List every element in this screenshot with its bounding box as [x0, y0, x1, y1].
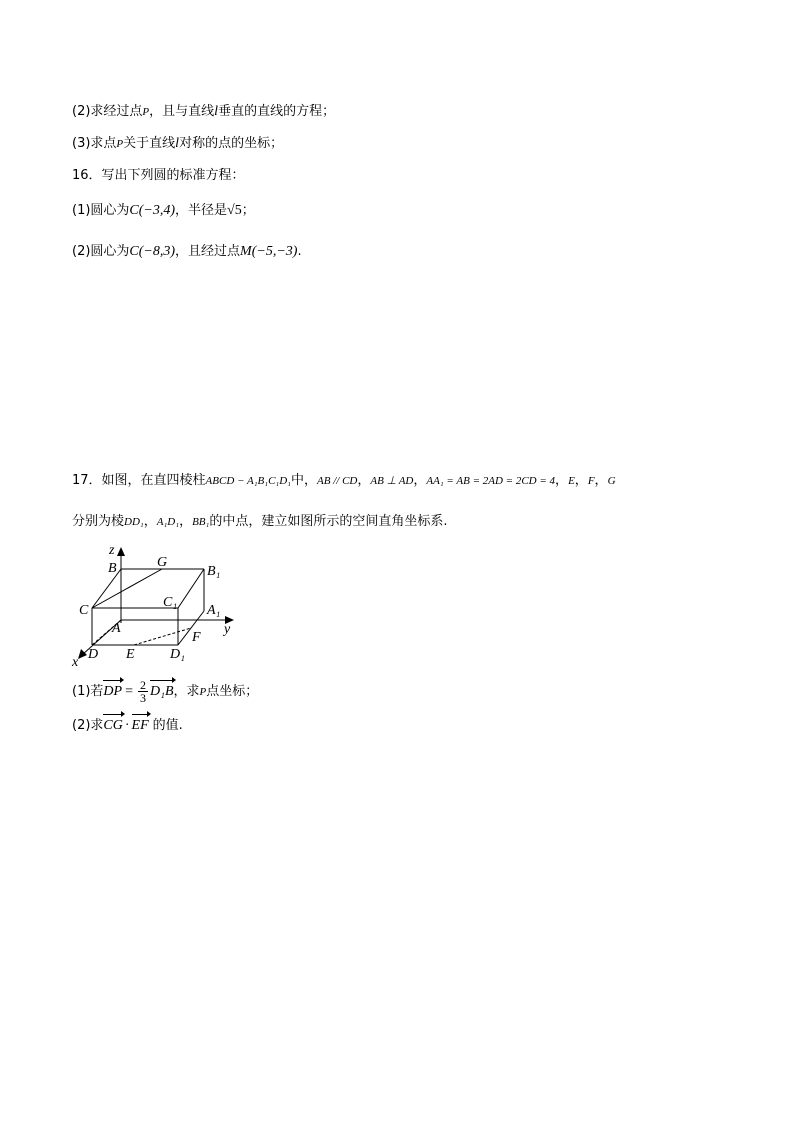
point-p: P [142, 106, 150, 118]
point-f: F [587, 475, 595, 487]
center-c: C(−8,3) [129, 244, 176, 259]
label-x: x [72, 655, 79, 670]
edge-a1d1: A₁D₁ [156, 516, 180, 528]
fraction-two-thirds: $\frac{2}{3}$ [140, 678, 146, 705]
label-f: F [192, 630, 201, 645]
point-p: P [199, 686, 207, 698]
label-a1: A₁ [207, 603, 221, 618]
x-axis-arrow [78, 649, 87, 659]
q16-header: 16．写出下列圆的标准方程： [72, 168, 245, 183]
q17-line1: 17．如图，在直四棱柱ABCD − A₁B₁C₁D₁中，AB // CD，AB ⊥ AD，AA₁ = AB = 2AD = 2CD = 4，E，F，G [72, 473, 616, 488]
edge-dd1: DD₁ [124, 516, 144, 528]
label-c: C [79, 603, 89, 618]
prism-figure [70, 542, 250, 670]
label-g: G [157, 555, 168, 570]
q17-part1: (1)若DP = $\frac{2}{3}$ D₁B，求P点坐标； [72, 678, 259, 705]
edge-b1-c1 [178, 569, 204, 608]
edge-bb1: BB₁ [192, 516, 210, 528]
label-c1: C₁ [163, 595, 178, 610]
q15-part2: (2)求经过点P，且与直线l垂直的直线的方程； [72, 104, 336, 119]
point-e: E [568, 475, 575, 487]
point-g: G [607, 475, 616, 487]
vector-ef: EF [132, 716, 149, 736]
point-m: M(−5,−3) [240, 244, 298, 259]
q16-part1: (1)圆心为C(−3,4)，半径是√5； [72, 203, 255, 218]
segment-c-g [92, 569, 162, 608]
line-l: l [214, 104, 219, 119]
label-d1: D₁ [170, 647, 185, 662]
point-p: P [116, 138, 124, 150]
label-b: B [108, 561, 117, 576]
label-e: E [126, 647, 135, 662]
label-b1: B₁ [207, 564, 221, 579]
parallel-relation: AB // CD [317, 475, 358, 487]
prism: ABCD − A₁B₁C₁D₁ [205, 475, 292, 487]
radius: √5 [227, 203, 242, 218]
edge-b-c [92, 569, 121, 608]
q17-line2: 分别为棱DD₁，A₁D₁，BB₁的中点，建立如图所示的空间直角坐标系. [72, 514, 448, 529]
line-l: l [175, 136, 180, 151]
z-axis-arrow [117, 547, 125, 556]
label-a: A [112, 621, 121, 636]
label-d: D [88, 647, 99, 662]
vector-cg: CG [103, 716, 122, 736]
hidden-e-f [134, 628, 191, 645]
label-y: y [224, 622, 231, 637]
q17-part2: (2)求CG · EF 的值. [72, 716, 183, 736]
vector-d1b: D₁B [150, 682, 174, 702]
length-relation: AA₁ = AB = 2AD = 2CD = 4 [426, 475, 556, 487]
perp-relation: AB ⊥ AD [370, 475, 414, 487]
vector-dp: DP [103, 682, 122, 702]
q16-part2: (2)圆心为C(−8,3)，且经过点M(−5,−3). [72, 244, 302, 259]
center-c: C(−3,4) [129, 203, 176, 218]
label-z: z [109, 543, 115, 558]
q15-part3: (3)求点P关于直线l对称的点的坐标； [72, 136, 284, 151]
